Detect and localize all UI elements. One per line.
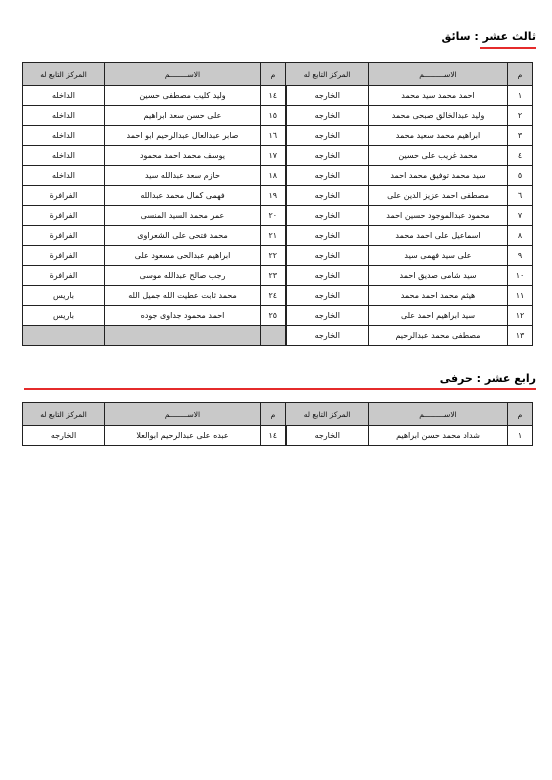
row-number: ٩ xyxy=(508,246,533,266)
row-number-2: ١٨ xyxy=(261,166,286,186)
row-name-2: محمد ثابت عطيت الله جميل الله xyxy=(105,286,261,306)
header-num-2: م xyxy=(261,63,286,86)
row-number: ٧ xyxy=(508,206,533,226)
table-row xyxy=(23,226,533,246)
section-13-underline xyxy=(480,47,536,49)
row-name-2: احمد محمود جداوى جوده xyxy=(105,306,261,326)
row-number: ١٣ xyxy=(508,326,533,346)
row-name: هيثم محمد احمد محمد xyxy=(369,286,508,306)
row-name-2 xyxy=(105,326,261,346)
section-14-title: رابع عشر : حرفى xyxy=(439,372,536,385)
row-name-2: على حسن سعد ابراهيم xyxy=(105,106,261,126)
row-number-2: ٢٠ xyxy=(261,206,286,226)
row-number-2: ٢٤ xyxy=(261,286,286,306)
header-num-2: م xyxy=(261,403,286,426)
row-number-2: ٢١ xyxy=(261,226,286,246)
section-13-title: ثالث عشر : سائق xyxy=(441,30,536,43)
row-name-2: عبده على عبدالرحيم ابوالعلا xyxy=(105,426,261,446)
header-name-2: الاســــــــم xyxy=(105,63,261,86)
row-center-2: الفرافرة xyxy=(23,246,105,266)
table-row xyxy=(23,326,533,346)
row-name: محمود عبدالموجود حسين احمد xyxy=(369,206,508,226)
header-num: م xyxy=(508,403,533,426)
row-center: الخارجه xyxy=(286,146,369,166)
row-center: الخارجه xyxy=(286,326,369,346)
row-center-2: الداخله xyxy=(23,106,105,126)
row-center: الخارجه xyxy=(286,286,369,306)
table-row xyxy=(23,86,533,106)
table-row xyxy=(23,286,533,306)
row-name-2: حازم سعد عبدالله سيد xyxy=(105,166,261,186)
table-row xyxy=(23,146,533,166)
row-number: ١ xyxy=(508,86,533,106)
header-name: الاســـــــــم xyxy=(369,403,508,426)
row-center-2: الداخله xyxy=(23,126,105,146)
row-number-2: ١٧ xyxy=(261,146,286,166)
row-center: الخارجه xyxy=(286,206,369,226)
row-name-2: وليد كليب مصطفى حسين xyxy=(105,86,261,106)
row-center: الخارجه xyxy=(286,126,369,146)
row-number: ٤ xyxy=(508,146,533,166)
row-number-2: ١٥ xyxy=(261,106,286,126)
row-number-2: ١٤ xyxy=(261,426,286,446)
row-number-2: ٢٢ xyxy=(261,246,286,266)
row-number-2: ١٩ xyxy=(261,186,286,206)
row-center: الخارجه xyxy=(286,166,369,186)
row-center-2: باريس xyxy=(23,306,105,326)
row-center: الخارجه xyxy=(286,86,369,106)
header-num: م xyxy=(508,63,533,86)
row-name: سيد شامى صديق احمد xyxy=(369,266,508,286)
row-name-2: فهمى كمال محمد عبدالله xyxy=(105,186,261,206)
table-row xyxy=(23,106,533,126)
row-center: الخارجه xyxy=(286,246,369,266)
table-row xyxy=(23,186,533,206)
table-row xyxy=(23,426,533,446)
row-number: ١١ xyxy=(508,286,533,306)
row-center-2: الفرافرة xyxy=(23,226,105,246)
craftsmen-table xyxy=(22,402,533,446)
header-center-2: المركز التابع له xyxy=(23,63,105,86)
row-number: ١٠ xyxy=(508,266,533,286)
row-center-2: الفرافرة xyxy=(23,186,105,206)
table-header-row xyxy=(23,63,533,86)
row-center: الخارجه xyxy=(286,226,369,246)
row-name-2: محمد فتحى على الشعراوى xyxy=(105,226,261,246)
table-row xyxy=(23,166,533,186)
table-header-row xyxy=(23,403,533,426)
row-number: ٣ xyxy=(508,126,533,146)
row-center-2: باريس xyxy=(23,286,105,306)
row-name-2: رجب صالح عبدالله موسى xyxy=(105,266,261,286)
row-number: ٢ xyxy=(508,106,533,126)
row-name: سيد ابراهيم احمد على xyxy=(369,306,508,326)
drivers-table-body xyxy=(23,86,533,346)
table-row xyxy=(23,126,533,146)
row-center: الخارجه xyxy=(286,426,369,446)
row-center-2 xyxy=(23,326,105,346)
row-name-2: صابر عبدالعال عبدالرحيم ابو احمد xyxy=(105,126,261,146)
row-number: ٥ xyxy=(508,166,533,186)
row-name-2: عمر محمد السيد المنسى xyxy=(105,206,261,226)
row-center-2: الداخله xyxy=(23,86,105,106)
row-center: الخارجه xyxy=(286,186,369,206)
row-center: الخارجه xyxy=(286,306,369,326)
row-name: اسماعيل على احمد محمد xyxy=(369,226,508,246)
row-center: الخارجه xyxy=(286,106,369,126)
table-row xyxy=(23,266,533,286)
table-row xyxy=(23,246,533,266)
row-name: محمد غريب على حسين xyxy=(369,146,508,166)
row-number-2: ٢٥ xyxy=(261,306,286,326)
row-name-2: ابراهيم عبدالحى مسعود على xyxy=(105,246,261,266)
row-name: سيد محمد توفيق محمد احمد xyxy=(369,166,508,186)
row-number: ٨ xyxy=(508,226,533,246)
header-name-2: الاســــــــم xyxy=(105,403,261,426)
drivers-table xyxy=(22,62,533,346)
row-name: مصطفى محمد عبدالرحيم xyxy=(369,326,508,346)
row-number-2: ٢٣ xyxy=(261,266,286,286)
row-name: احمد محمد سيد محمد xyxy=(369,86,508,106)
table-row xyxy=(23,306,533,326)
header-center-2: المركز التابع له xyxy=(23,403,105,426)
row-name: على سيد فهمى سيد xyxy=(369,246,508,266)
craftsmen-table-body xyxy=(23,426,533,446)
row-name: ابراهيم محمد سعيد محمد xyxy=(369,126,508,146)
row-center: الخارجه xyxy=(286,266,369,286)
row-number: ١٢ xyxy=(508,306,533,326)
row-number: ٦ xyxy=(508,186,533,206)
header-center: المركز التابع له xyxy=(286,63,369,86)
section-14-underline xyxy=(24,388,536,390)
row-number-2: ١٦ xyxy=(261,126,286,146)
row-center-2: الفرافرة xyxy=(23,266,105,286)
row-center-2: الداخله xyxy=(23,166,105,186)
header-name: الاســـــــــم xyxy=(369,63,508,86)
row-name: مصطفى احمد عزيز الدين على xyxy=(369,186,508,206)
row-name: وليد عبدالخالق صبحى محمد xyxy=(369,106,508,126)
row-center-2: الفرافرة xyxy=(23,206,105,226)
header-center: المركز التابع له xyxy=(286,403,369,426)
row-number: ١ xyxy=(508,426,533,446)
row-center-2: الداخله xyxy=(23,146,105,166)
row-center-2: الخارجه xyxy=(23,426,105,446)
row-name: شداد محمد حسن ابراهيم xyxy=(369,426,508,446)
table-row xyxy=(23,206,533,226)
row-number-2: ١٤ xyxy=(261,86,286,106)
row-number-2 xyxy=(261,326,286,346)
row-name-2: يوسف محمد احمد محمود xyxy=(105,146,261,166)
